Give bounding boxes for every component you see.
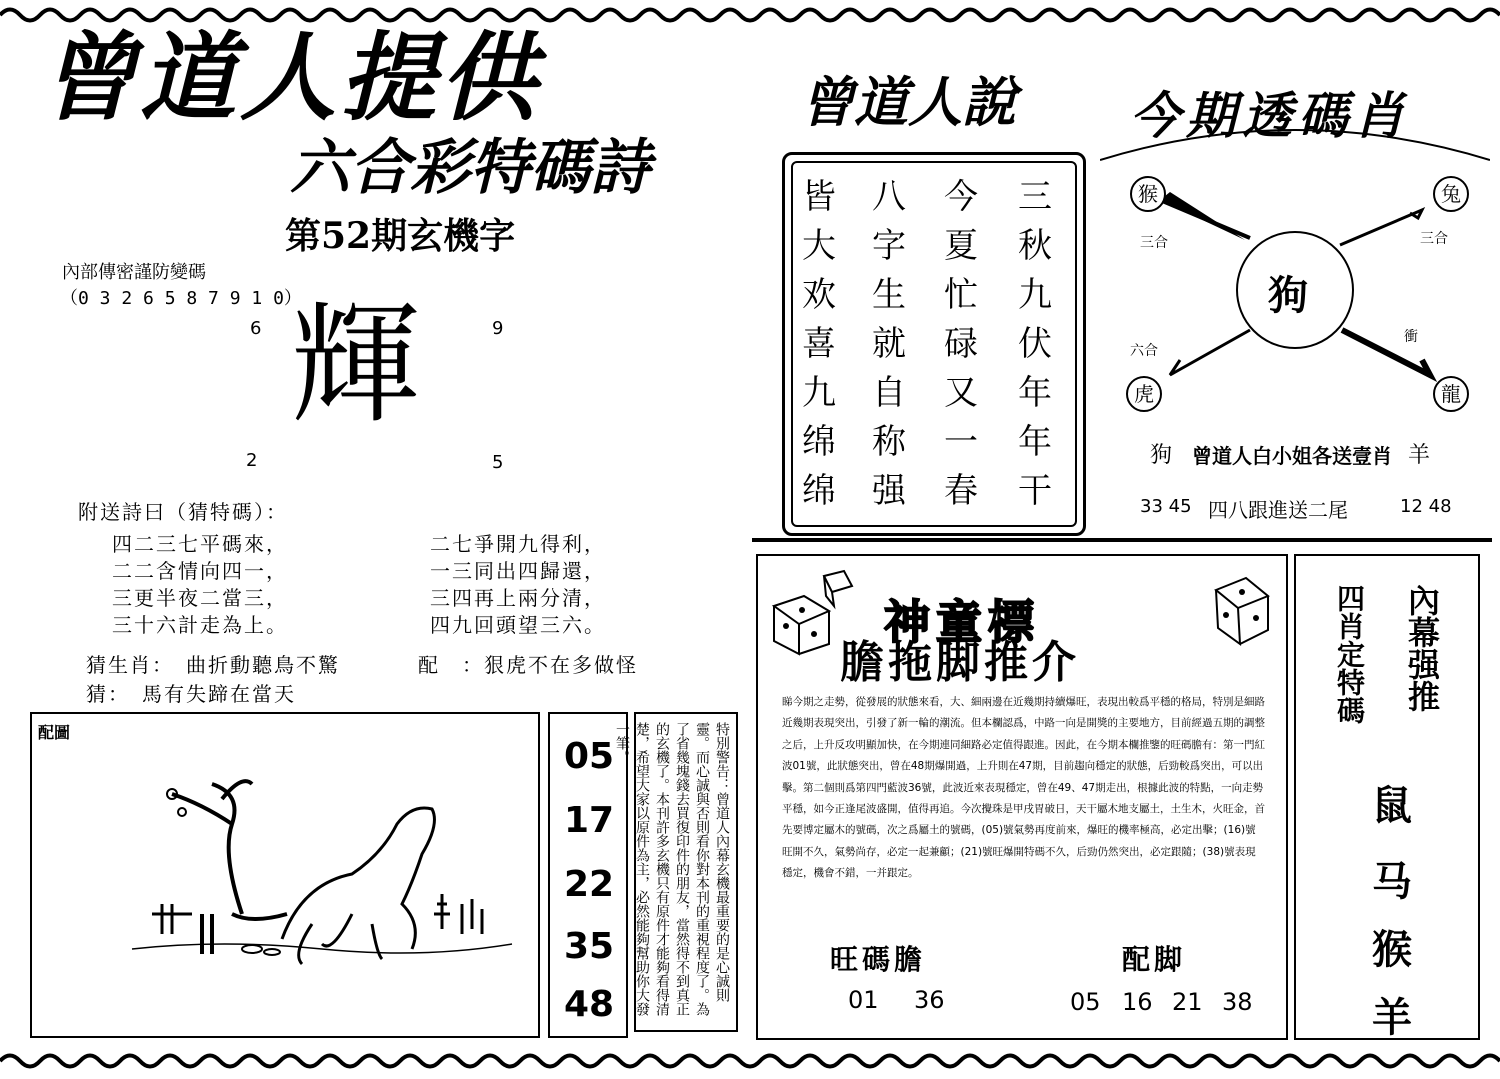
match-number: 05 <box>1070 988 1101 1016</box>
hot-label: 旺碼膽 <box>830 943 927 976</box>
poem-left-line: 二二含情向四一， <box>112 559 288 583</box>
saying-char: 绵 <box>802 471 836 511</box>
saying-char: 九 <box>1018 275 1052 315</box>
recommend-paragraph: 睇今期之走勢，從發展的狀態來看，大、細兩邊在近幾期持續爆旺，表現出較爲平穩的格局，特別是細路近幾期表現突出，引發了新一輪的潮流。但本欄認爲，中路一向是開獎的主要地方，目前經過五期的調整之后，上升反攻明顯加快，在今期連同細路必定值得跟進。因此，在今期本欄推鑒的旺碼膽有：第一門紅波01號，此狀態突出，曾在48期爆開過，上升則在47期，目前趨向穩定的狀態，后勁較爲突出，可以出擊。第二個則爲第四門藍波36號，此波近來表現穩定，曾在49、47期走出，根據此波的特點，一向走勢平穩，如今正逢尾波盛開，值得再追。今次攪珠是甲戌胃破日，天干屬木地支屬土，土生木，火旺金，首先要博定屬木的號碼，次之爲屬土的號碼，(05)號氣勢再度前來，爆旺的機率極高，必定出擊；(16)號旺開不久，氣勢尚存，必定一起兼顧；(21)號旺爆開特碼不久，后勁仍然突出，必定跟隨；(38)號表現穩定，機會不錯，一并跟定。 <box>782 696 1265 880</box>
tail-left: 33 45 <box>1140 496 1192 517</box>
saying-char: 年 <box>1018 373 1052 413</box>
match-hint: 配 ：狠虎不在多做怪 <box>418 653 638 677</box>
number-item: 22 <box>564 864 615 905</box>
main-title: 曾道人提供 <box>40 22 540 134</box>
subtitle: 六合彩特碼詩 <box>290 133 650 203</box>
side-zodiac: 鼠 <box>1372 782 1412 829</box>
saying-char: 强 <box>872 471 906 511</box>
poem-left-line: 四二三七平碼來， <box>112 532 288 556</box>
saying-char: 生 <box>872 275 906 315</box>
hot-number: 01 <box>848 986 879 1014</box>
side-zodiac: 猴 <box>1372 926 1412 973</box>
recommend-box <box>756 554 1288 1040</box>
gift-text: 曾道人白小姐各送壹肖 <box>1192 444 1392 468</box>
mystery-character: 輝 <box>290 289 421 441</box>
zodiac-title: 今期透碼肖 <box>1130 86 1410 145</box>
divider <box>752 538 1492 542</box>
secret-label: 內部傳密謹防變碼 <box>62 262 206 283</box>
saying-char: 夏 <box>944 226 978 266</box>
number-item: 05 <box>564 736 615 777</box>
zodiac-node-bottom-left: 虎 <box>1126 376 1162 412</box>
saying-char: 一 <box>944 422 978 462</box>
issue-label: 第52期玄機字 <box>285 215 516 257</box>
picture-box <box>30 712 540 1038</box>
poem-right-line: 四九回頭望三六。 <box>430 613 606 637</box>
zodiac-node-top-left: 猴 <box>1130 176 1166 212</box>
relation-label: 衝 <box>1404 329 1418 345</box>
saying-char: 绵 <box>802 422 836 462</box>
saying-char: 又 <box>944 373 978 413</box>
warning-text: 特別警告：曾道人內幕玄機最重要的是心誠則靈。而心誠與否則看你對本刊的重視程度了。為了省幾塊錢去買復印件的朋友，當然得不到真正的玄機了。本刊許多玄機只有原件才能夠看得清楚，希望大家以原件為主，必然能夠幫助你大發一筆。 <box>614 722 730 1016</box>
dice-icon <box>1206 570 1276 650</box>
saying-char: 八 <box>872 177 906 217</box>
tail-right: 12 48 <box>1400 496 1452 517</box>
corner-number-br: 5 <box>492 452 504 473</box>
corner-number-bl: 2 <box>246 450 258 471</box>
saying-title: 曾道人說 <box>800 70 1016 134</box>
center-zodiac: 狗 <box>1268 272 1308 319</box>
saying-char: 秋 <box>1018 226 1052 266</box>
saying-char: 自 <box>872 373 906 413</box>
recommend-title-top: 神童標 <box>884 595 1040 649</box>
match-number: 21 <box>1172 988 1203 1016</box>
secret-code: （0 3 2 6 5 8 7 9 1 0） <box>60 288 302 309</box>
saying-char: 碌 <box>944 324 978 364</box>
relation-label: 三合 <box>1420 231 1448 247</box>
guess-hint: 猜： 馬有失蹄在當天 <box>86 682 296 706</box>
number-item: 35 <box>564 926 615 967</box>
saying-char: 今 <box>944 177 978 217</box>
poem-intro: 附送詩曰（猜特碼）： <box>78 500 288 524</box>
saying-char: 大 <box>802 226 836 266</box>
number-item: 48 <box>564 984 615 1025</box>
relation-label: 三合 <box>1140 235 1168 251</box>
saying-char: 三 <box>1018 177 1052 217</box>
poem-left-line: 三十六計走為上。 <box>112 613 288 637</box>
saying-char: 年 <box>1018 422 1052 462</box>
poem-left-line: 三更半夜二當三， <box>112 586 288 610</box>
saying-char: 九 <box>802 373 836 413</box>
poem-right-line: 三四再上兩分清， <box>430 586 606 610</box>
saying-char: 干 <box>1018 471 1052 511</box>
match-number: 38 <box>1222 988 1253 1016</box>
poem-right-line: 二七爭開九得利， <box>430 532 606 556</box>
side-box <box>1294 554 1480 1040</box>
corner-number-tr: 9 <box>492 318 504 339</box>
match-number: 16 <box>1122 988 1153 1016</box>
saying-char: 伏 <box>1018 324 1052 364</box>
recommend-title: 膽拖脚推介 <box>840 637 1080 688</box>
corner-number-tl: 6 <box>250 318 262 339</box>
saying-char: 称 <box>872 422 906 462</box>
hot-number: 36 <box>914 986 945 1014</box>
tail-text: 四八跟進送二尾 <box>1208 498 1348 522</box>
saying-char: 忙 <box>944 275 978 315</box>
saying-char: 欢 <box>802 275 836 315</box>
guess-zodiac: 猜生肖： 曲折動聽鳥不驚 <box>86 653 340 677</box>
relation-label: 六合 <box>1130 343 1158 359</box>
number-item: 17 <box>564 800 615 841</box>
zodiac-node-top-right: 兔 <box>1433 176 1469 212</box>
saying-char: 春 <box>944 471 978 511</box>
zodiac-node-bottom-right: 龍 <box>1433 376 1469 412</box>
side-col2: 四肖定特碼 <box>1333 584 1366 724</box>
gift-right: 羊 <box>1408 443 1431 468</box>
gift-left: 狗 <box>1150 443 1173 468</box>
picture-label: 配圖 <box>38 723 71 742</box>
saying-char: 字 <box>872 226 906 266</box>
side-zodiac: 马 <box>1372 858 1412 905</box>
side-zodiac: 羊 <box>1372 994 1412 1041</box>
poem-right-line: 一三同出四歸還， <box>430 559 606 583</box>
horse-illustration <box>122 764 522 994</box>
match-label: 配脚 <box>1122 943 1187 976</box>
bottom-border <box>0 1050 1500 1072</box>
saying-char: 皆 <box>802 177 836 217</box>
saying-char: 就 <box>872 324 906 364</box>
saying-char: 喜 <box>802 324 836 364</box>
warning-box <box>614 712 738 1032</box>
side-col1: 內幕强推 <box>1403 584 1441 712</box>
